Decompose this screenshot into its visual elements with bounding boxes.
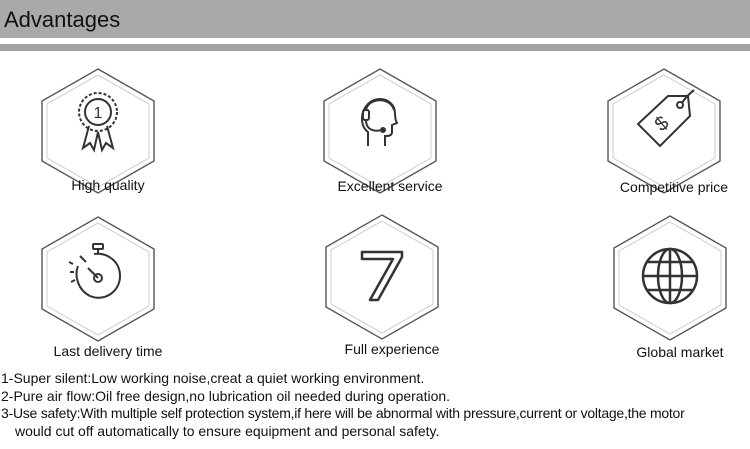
feature-label: High quality	[71, 177, 145, 193]
feature-card-high-quality	[38, 66, 178, 226]
feature-label: Competitive price	[619, 179, 729, 195]
svg-text:1: 1	[93, 105, 103, 122]
feature-label: Full experience	[344, 341, 440, 357]
note-line: 2-Pure air flow:Oil free design,no lubrication oil needed during operation.	[1, 387, 451, 404]
price-tag-icon	[632, 88, 696, 154]
number-seven-icon	[358, 248, 408, 304]
note-line: would cut off automatically to ensure equipment and personal safety.	[15, 422, 440, 439]
header-bar	[0, 0, 750, 38]
feature-label: Excellent service	[337, 178, 443, 194]
stopwatch-icon	[66, 242, 130, 306]
feature-card-last-delivery-time	[38, 214, 178, 374]
note-line: 3-Use safety:With multiple self protection system,if here will be abnormal with pressure,current or voltage,the motor	[1, 405, 685, 421]
header-divider	[0, 44, 750, 51]
feature-label: Global market	[636, 344, 724, 360]
note-line: 1-Super silent:Low working noise,creat a quiet working environment.	[1, 370, 425, 386]
feature-card-global-market	[610, 213, 750, 373]
globe-icon	[638, 244, 702, 308]
svg-text:$: $	[650, 111, 674, 137]
advantages-notes	[1, 370, 749, 440]
feature-card-competitive-price	[604, 66, 744, 226]
headset-agent-icon	[350, 88, 410, 154]
feature-card-excellent-service	[320, 66, 460, 226]
feature-label: Last delivery time	[53, 343, 163, 359]
feature-card-full-experience	[322, 212, 462, 372]
page-title: Advantages	[4, 7, 121, 32]
award-ribbon-icon	[68, 88, 128, 154]
